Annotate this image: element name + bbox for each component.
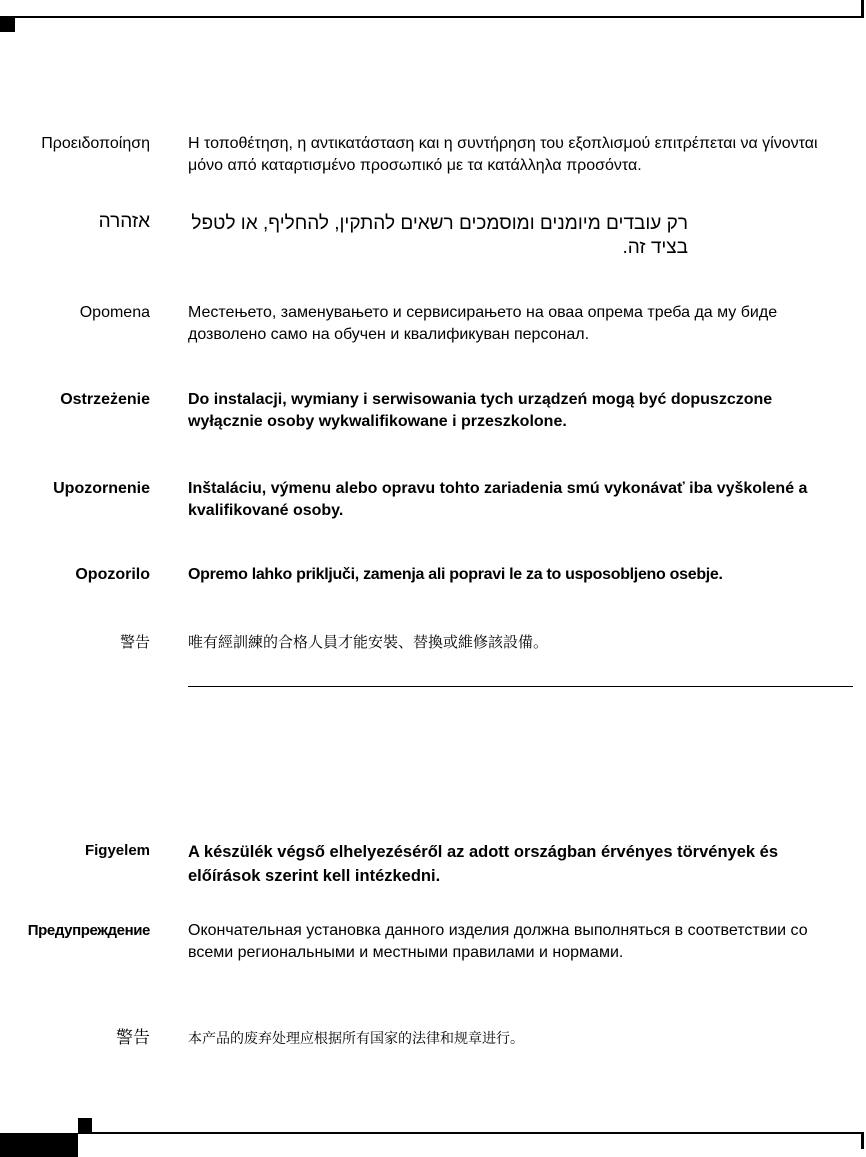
- footer-right-tick: [861, 1133, 864, 1149]
- footer-rule: [78, 1132, 864, 1134]
- warning-label-macedonian: Opomena: [79, 304, 150, 321]
- warning-label-slovenian: Opozorilo: [75, 566, 150, 583]
- footer-square: [78, 1118, 92, 1133]
- warning-label-slovak: Upozornenie: [53, 480, 150, 497]
- warning-text-slovenian: Opremo lahko priključi, zamenja ali popravi le za to usposobljeno osebje.: [188, 566, 723, 583]
- warning-text-zh-cn: 本产品的废弃处理应根据所有国家的法律和规章进行。: [188, 1031, 524, 1047]
- warning-text-russian: Окончательная установка данного изделия должна выполняться в соответствии со всеми региональными и местными правилами и нормами.: [188, 922, 808, 961]
- warning-text-hebrew: רק עובדים מיומנים ומוסמכים רשאים להתקין, להחליף, או לטפל בציד זה.: [191, 213, 688, 258]
- warning-label-hebrew: אזהרה: [98, 211, 150, 232]
- warning-label-zh-cn: 警告: [116, 1028, 150, 1048]
- warning-label-hungarian: Figyelem: [84, 842, 150, 859]
- warning-label-greek: Προειδοποίηση: [41, 135, 150, 152]
- warning-text-greek: Η τοποθέτηση, η αντικατάσταση και η συντήρηση του εξοπλισμού επιτρέπεται να γίνονται μόνο από καταρτισμένο προσωπικό με τα κατάλληλα προσόντα.: [188, 135, 818, 174]
- section-divider: [188, 686, 853, 687]
- header-corner-square: [0, 17, 15, 32]
- warning-text-zh-tw: 唯有經訓練的合格人員才能安裝、替換或維修該設備。: [188, 633, 549, 651]
- warning-label-polish: Ostrzeżenie: [60, 391, 150, 408]
- header-rule: [0, 16, 864, 18]
- warning-label-zh-tw: 警告: [119, 633, 150, 651]
- warning-text-slovak: Inštaláciu, výmenu alebo opravu tohto zariadenia smú vykonávať iba vyškolené a kvalifikované osoby.: [188, 480, 808, 519]
- warning-text-macedonian: Местењето, заменувањето и сервисирањето на оваа опрема треба да му биде дозволено само на обучен и квалификуван персонал.: [188, 304, 778, 343]
- warning-text-hungarian: A készülék végső elhelyezéséről az adott országban érvényes törvények és előírások szerint kell intézkedni.: [188, 843, 778, 885]
- footer-block: [0, 1133, 78, 1157]
- warning-label-russian: Предупреждение: [27, 922, 150, 939]
- warning-text-polish: Do instalacji, wymiany i serwisowania tych urządzeń mogą być dopuszczone wyłącznie osoby wykwalifikowane i przeszkolone.: [188, 391, 773, 430]
- header-right-tick: [861, 0, 864, 18]
